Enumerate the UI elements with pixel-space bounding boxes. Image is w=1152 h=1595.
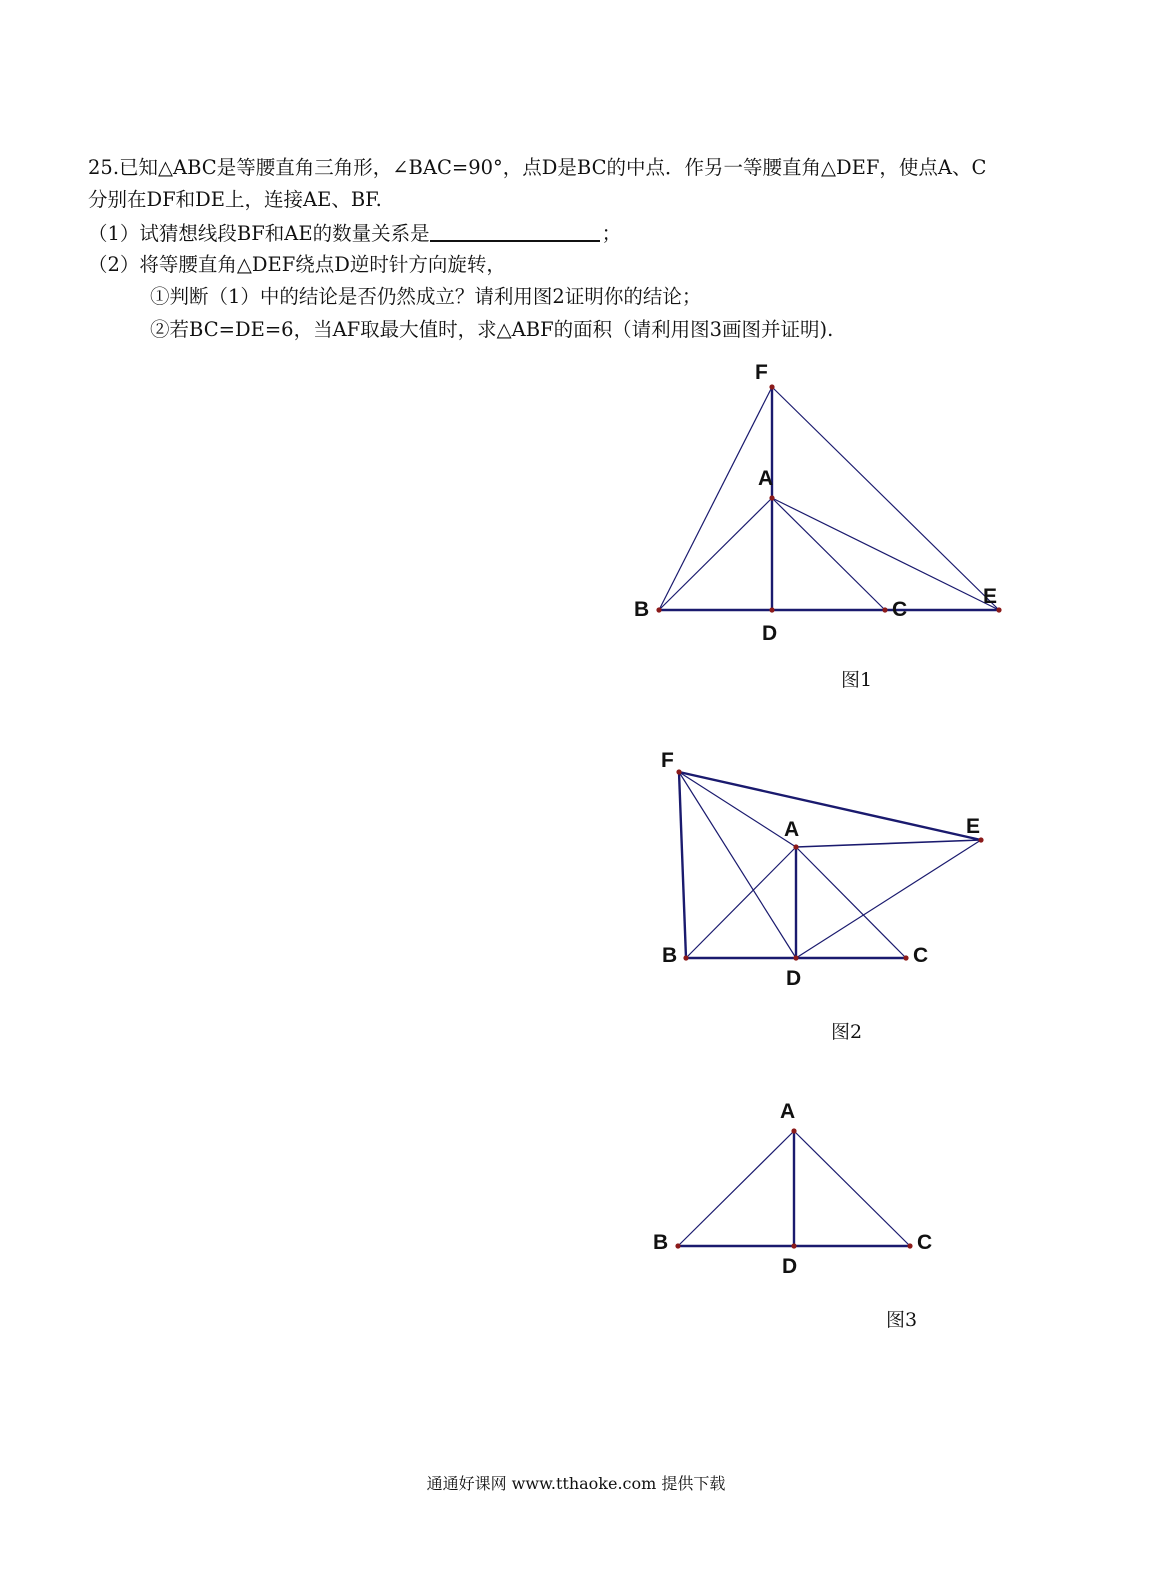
segment-FB [659, 387, 772, 610]
point-E [978, 837, 983, 842]
segment-AC [796, 847, 906, 958]
figure-2 [661, 749, 984, 1043]
label-F: F [661, 749, 674, 772]
label-B: B [634, 598, 650, 621]
point-A [793, 844, 798, 849]
label-C: C [892, 598, 908, 621]
caption-figure-1: 图1 [841, 669, 873, 691]
segment-AC [794, 1131, 910, 1246]
point-F [676, 769, 681, 774]
problem-line-1: 25.已知△ABC是等腰直角三角形，∠BAC=90°，点D是BC的中点．作另一等腰直角△DEF，使点A、C [88, 156, 987, 179]
segment-FB [679, 772, 686, 958]
segment-FE [772, 387, 999, 610]
question-2-part-2: ②若BC=DE=6，当AF取最大值时，求△ABF的面积（请利用图3画图并证明). [150, 318, 834, 341]
question-2: （2）将等腰直角△DEF绕点D逆时针方向旋转， [88, 253, 506, 276]
figure-1 [634, 361, 1002, 691]
point-D [769, 607, 774, 612]
segment-AE [772, 498, 999, 610]
point-D [791, 1243, 796, 1248]
segment-AE [796, 840, 981, 847]
segment-FE [679, 772, 981, 840]
label-B: B [653, 1231, 669, 1254]
label-B: B [662, 944, 678, 967]
point-C [907, 1243, 912, 1248]
label-A: A [758, 467, 774, 490]
footer-source: 通通好课网 www.tthaoke.com 提供下载 [426, 1474, 726, 1493]
point-A [791, 1128, 796, 1133]
point-B [683, 955, 688, 960]
point-E [996, 607, 1001, 612]
point-B [656, 607, 661, 612]
label-C: C [917, 1231, 933, 1254]
segment-FA [679, 772, 796, 847]
label-F: F [755, 361, 768, 384]
question-2-part-1: ①判断（1）中的结论是否仍然成立？请利用图2证明你的结论； [150, 285, 702, 308]
point-D [793, 955, 798, 960]
figure-3 [653, 1100, 932, 1331]
point-A [769, 495, 774, 500]
segment-AB [678, 1131, 794, 1246]
segment-AB [686, 847, 796, 958]
label-D: D [762, 622, 778, 645]
question-1-text: （1）试猜想线段BF和AE的数量关系是 [88, 222, 430, 245]
point-C [903, 955, 908, 960]
caption-figure-3: 图3 [886, 1309, 918, 1331]
label-A: A [780, 1100, 796, 1123]
label-D: D [782, 1255, 798, 1278]
point-B [675, 1243, 680, 1248]
segment-AB [659, 498, 772, 610]
caption-figure-2: 图2 [831, 1021, 863, 1043]
problem-line-2: 分别在DF和DE上，连接AE、BF. [88, 188, 382, 211]
point-C [882, 607, 887, 612]
question-1-suffix: ； [601, 222, 622, 245]
point-F [769, 384, 774, 389]
label-A: A [784, 818, 800, 841]
label-D: D [786, 967, 802, 990]
label-E: E [966, 815, 981, 838]
segment-AC [772, 498, 885, 610]
label-E: E [983, 585, 998, 608]
label-C: C [913, 944, 929, 967]
